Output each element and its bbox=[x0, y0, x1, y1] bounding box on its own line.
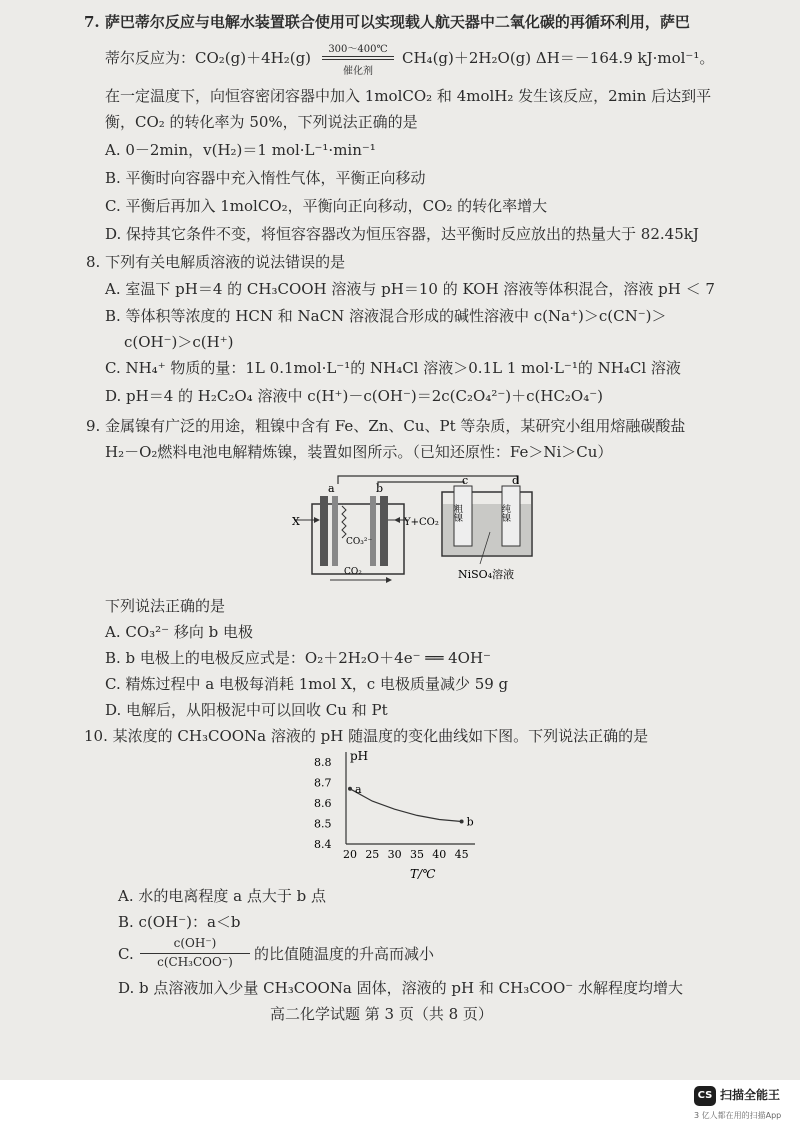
q7-line4: 衡，CO₂ 的转化率为 50%，下列说法正确的是 bbox=[105, 113, 418, 131]
fraction-numerator: c(OH⁻) bbox=[173, 936, 217, 950]
q10-option-c-prefix: C. bbox=[118, 945, 134, 963]
y-tick-label: 8.8 bbox=[314, 756, 332, 770]
q7-line1: 7. 萨巴蒂尔反应与电解水装置联合使用可以实现载人航天器中二氧化碳的再循环利用，萨巴 bbox=[84, 13, 690, 31]
q9-stem: 下列说法正确的是 bbox=[105, 597, 226, 615]
x-tick-label: 45 bbox=[454, 848, 469, 861]
condition-temperature: 300～400℃ bbox=[328, 44, 388, 55]
x-tick-label: 30 bbox=[387, 848, 402, 861]
label-x: X bbox=[292, 515, 300, 528]
fraction-denominator: c(CH₃COO⁻) bbox=[157, 955, 233, 969]
fraction-bar bbox=[140, 953, 250, 954]
electrode-a bbox=[320, 496, 328, 566]
outer-wire bbox=[338, 476, 518, 484]
scanner-footer bbox=[0, 1080, 800, 1132]
electrolyte-pattern bbox=[342, 506, 346, 538]
q8-option-d: D. pH＝4 的 H₂C₂O₄ 溶液中 c(H⁺)－c(OH⁻)＝2c(C₂O₄²⁻)＋c(HC₂O₄⁻) bbox=[105, 387, 604, 405]
x-tick-label: 40 bbox=[432, 848, 447, 861]
inner-wire bbox=[378, 482, 464, 486]
q7-line3: 在一定温度下，向恒容密闭容器中加入 1molCO₂ 和 4molH₂ 发生该反应，2min 后达到平 bbox=[105, 87, 712, 105]
y-tick-label: 8.5 bbox=[314, 817, 332, 831]
label-a: a bbox=[328, 482, 335, 495]
x-tick-label: 25 bbox=[365, 848, 380, 861]
q9-option-a: A. CO₃²⁻ 移向 b 电极 bbox=[105, 623, 253, 641]
q9-option-b: B. b 电极上的电极反应式是：O₂＋2H₂O＋4e⁻ ══ 4OH⁻ bbox=[105, 649, 491, 667]
y-tick-label: 8.4 bbox=[314, 838, 332, 851]
q7-option-d: D. 保持其它条件不变，将恒容容器改为恒压容器，达平衡时反应放出的热量大于 82.45kJ bbox=[105, 225, 699, 243]
label-pure-nickel: 纯镍 bbox=[500, 504, 510, 522]
camscanner-tagline: 3 亿人都在用的扫描App bbox=[694, 1111, 782, 1120]
q8-option-b-line1: B. 等体积等浓度的 HCN 和 NaCN 溶液混合形成的碱性溶液中 c(Na⁺)＞c(CN⁻)＞ bbox=[105, 307, 667, 325]
q10-stem: 10. 某浓度的 CH₃COONa 溶液的 pH 随温度的变化曲线如下图。下列说法正确的是 bbox=[84, 727, 649, 745]
q8-option-a: A. 室温下 pH＝4 的 CH₃COOH 溶液与 pH＝10 的 KOH 溶液等体积混合，溶液 pH ＜ 7 bbox=[105, 280, 715, 298]
co2-arrowhead bbox=[386, 577, 392, 583]
label-crude-nickel: 粗镍 bbox=[452, 504, 462, 522]
ph-curve bbox=[350, 789, 462, 822]
equilibrium-line-top bbox=[322, 56, 394, 57]
q10-option-a: A. 水的电离程度 a 点大于 b 点 bbox=[118, 887, 326, 905]
q7-option-a: A. 0－2min，v(H₂)＝1 mol·L⁻¹·min⁻¹ bbox=[105, 141, 376, 159]
x-arrowhead bbox=[314, 517, 320, 523]
data-point-b bbox=[460, 820, 464, 824]
point-label-a: a bbox=[355, 782, 362, 796]
q9-option-d: D. 电解后，从阳极泥中可以回收 Cu 和 Pt bbox=[105, 701, 388, 719]
q7-option-b: B. 平衡时向容器中充入惰性气体，平衡正向移动 bbox=[105, 169, 426, 187]
q10-option-c-suffix: 的比值随温度的升高而减小 bbox=[254, 945, 435, 963]
y-tick-label: 8.7 bbox=[314, 776, 332, 790]
q9-option-c: C. 精炼过程中 a 电极每消耗 1mol X，c 电极质量减少 59 g bbox=[105, 675, 509, 693]
q9-line1: 9. 金属镍有广泛的用途，粗镍中含有 Fe、Zn、Cu、Pt 等杂质，某研究小组用熔融碳酸盐 bbox=[86, 417, 686, 435]
electrolysis-diagram bbox=[290, 470, 540, 590]
equilibrium-line-bottom bbox=[322, 59, 394, 60]
electrode-a-plate bbox=[332, 496, 338, 566]
electrode-b-plate bbox=[370, 496, 376, 566]
y-axis-label: pH bbox=[350, 749, 369, 763]
q10-option-d: D. b 点溶液加入少量 CH₃COONa 固体，溶液的 pH 和 CH₃COO⁻ 水解程度均增大 bbox=[118, 979, 683, 997]
label-d: d bbox=[512, 474, 520, 487]
x-axis-label: T/℃ bbox=[410, 867, 436, 881]
page-footer-text: 高二化学试题 第 3 页（共 8 页） bbox=[270, 1005, 493, 1023]
label-co2: CO₂ bbox=[344, 567, 362, 577]
label-carbonate: CO₃²⁻ bbox=[346, 537, 373, 547]
y-arrowhead bbox=[394, 517, 400, 523]
label-c: c bbox=[462, 474, 469, 487]
x-tick-label: 35 bbox=[409, 848, 424, 861]
y-tick-label: 8.6 bbox=[314, 797, 332, 811]
label-y: Y+CO₂ bbox=[404, 517, 439, 528]
q9-line2: H₂－O₂燃料电池电解精炼镍，装置如图所示。（已知还原性：Fe＞Ni＞Cu） bbox=[105, 443, 613, 461]
camscanner-logo-icon: CS bbox=[694, 1086, 716, 1106]
q7-line2-right: CH₄(g)＋2H₂O(g) ΔH＝－164.9 kJ·mol⁻¹。 bbox=[402, 49, 715, 67]
data-point-a bbox=[348, 787, 352, 791]
condition-catalyst: 催化剂 bbox=[343, 66, 373, 77]
camscanner-app-name: 扫描全能王 bbox=[720, 1088, 781, 1102]
q7-option-c: C. 平衡后再加入 1molCO₂，平衡向正向移动，CO₂ 的转化率增大 bbox=[105, 197, 548, 215]
q7-line2-left: 蒂尔反应为：CO₂(g)＋4H₂(g) bbox=[105, 49, 312, 67]
electrode-b bbox=[380, 496, 388, 566]
q8-option-c: C. NH₄⁺ 物质的量：1L 0.1mol·L⁻¹的 NH₄Cl 溶液＞0.1L 1 mol·L⁻¹的 NH₄Cl 溶液 bbox=[105, 359, 681, 377]
q10-option-b: B. c(OH⁻)：a＜b bbox=[118, 913, 241, 931]
q8-option-b-line2: c(OH⁻)＞c(H⁺) bbox=[124, 333, 234, 351]
q8-stem: 8. 下列有关电解质溶液的说法错误的是 bbox=[86, 253, 346, 271]
label-nickel-sulfate: NiSO₄溶液 bbox=[458, 568, 515, 581]
point-label-b: b bbox=[466, 815, 474, 829]
label-b: b bbox=[376, 482, 384, 495]
x-tick-label: 20 bbox=[343, 848, 357, 861]
reaction-condition-arrow bbox=[318, 40, 398, 76]
ph-temperature-chart bbox=[310, 744, 490, 884]
